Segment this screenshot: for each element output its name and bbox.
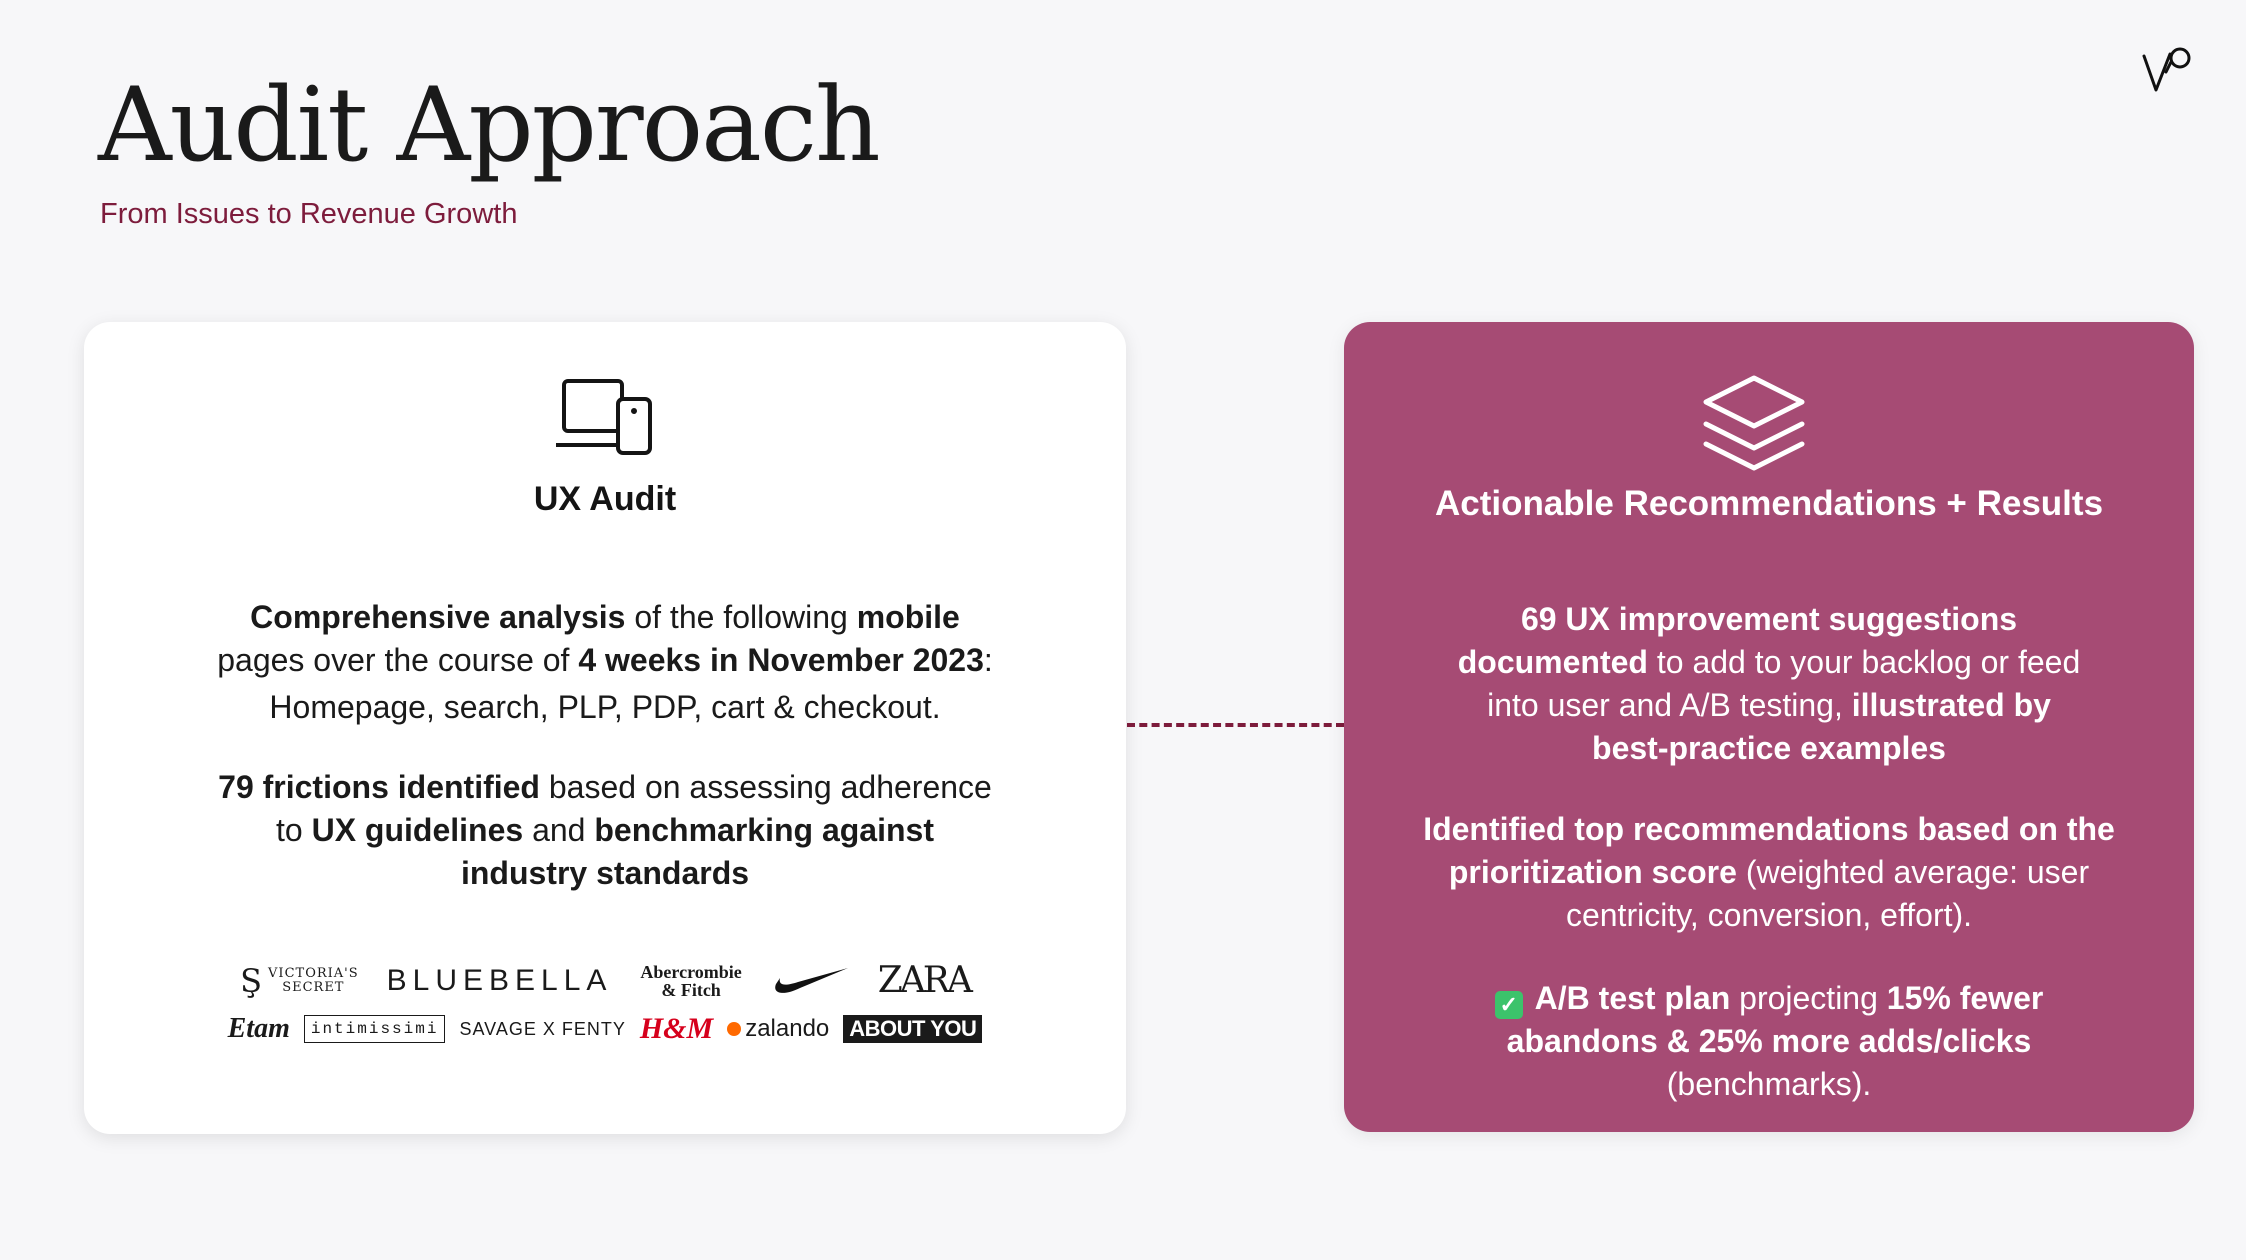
- prioritization-paragraph: Identified top recommendations based on the prioritization score (weighted average: user centricity, conversion, effort).: [1423, 811, 2115, 933]
- devices-icon: [556, 377, 654, 457]
- ux-audit-title: UX Audit: [533, 480, 677, 518]
- bluebella-logo: BLUEBELLA: [386, 963, 613, 997]
- nike-swoosh-icon: [770, 966, 850, 996]
- zalando-flag-icon: [727, 1022, 741, 1036]
- savage-x-fenty-logo: SAVAGE X FENTY: [459, 1018, 626, 1039]
- zara-logo: ZARA: [877, 960, 970, 1001]
- recommendations-card: [1344, 322, 2194, 1132]
- intimissimi-logo: intimissimi: [304, 1015, 446, 1043]
- etam-logo: Etam: [227, 1013, 290, 1044]
- ab-test-paragraph: ✓ A/B test plan projecting 15% fewer abandons & 25% more adds/clicks (benchmarks).: [1378, 977, 2160, 1106]
- checkmark-icon: ✓: [1495, 991, 1523, 1019]
- frictions-paragraph: 79 frictions identified based on assessing adherence to UX guidelines and benchmarking against industry standards: [218, 769, 992, 891]
- analysis-paragraph: Comprehensive analysis of the following mobile pages over the course of 4 weeks in November 2023: Homepage, search, PLP, PDP, cart & checkout.: [217, 599, 993, 725]
- page-subtitle: From Issues to Revenue Growth: [100, 198, 518, 230]
- abercrombie-logo: Abercrombie & Fitch: [640, 961, 742, 1000]
- ux-audit-card: [84, 322, 1126, 1134]
- recommendations-title: Actionable Recommendations + Results: [1434, 484, 2104, 523]
- layers-icon: [1700, 372, 1808, 472]
- brand-logos-row-1: [84, 960, 1126, 1001]
- about-you-logo: ABOUT YOU: [843, 1015, 982, 1043]
- vs-monogram-icon: Ş: [240, 961, 263, 1000]
- suggestions-paragraph: 69 UX improvement suggestions documented to add to your backlog or feed into user and A/B testing, illustrated by best-practice examples: [1457, 601, 2081, 766]
- zalando-logo: zalando: [727, 1015, 829, 1043]
- victorias-secret-logo: Ş VICTORIA'S SECRET: [240, 961, 359, 1000]
- brand-logos-row-2: [84, 1012, 1126, 1046]
- brand-logo-icon: [2140, 42, 2198, 98]
- dashed-connector: [1127, 723, 1344, 727]
- page-title: Audit Approach: [98, 66, 879, 185]
- hm-logo: H&M: [639, 1012, 714, 1045]
